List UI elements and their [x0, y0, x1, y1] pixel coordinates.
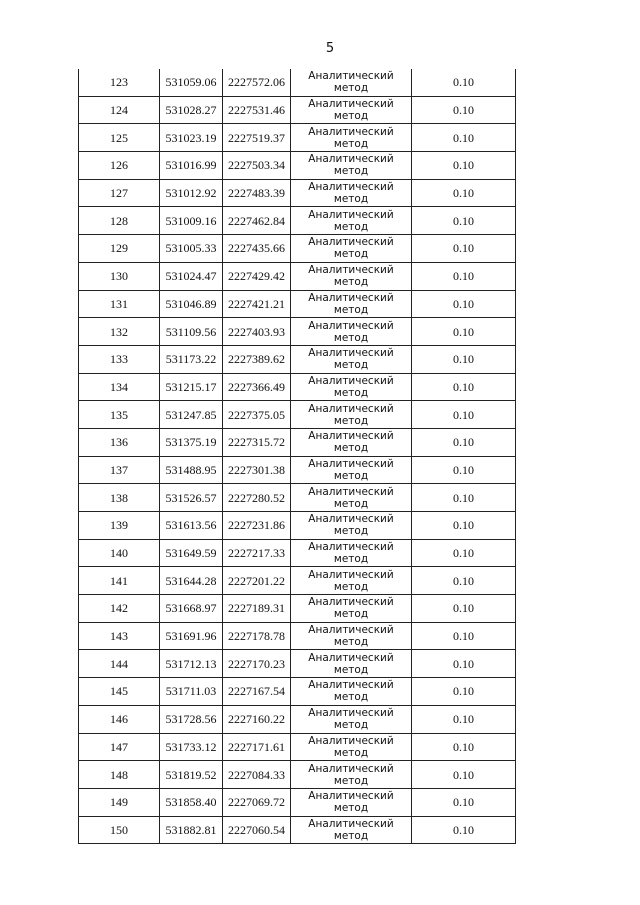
table-row — [79, 733, 516, 761]
point-number-cell: 136 — [79, 428, 160, 456]
method-line-1: Аналитический — [308, 264, 394, 277]
error-cell: 0.10 — [412, 235, 516, 263]
method-line-1: Аналитический — [308, 181, 394, 194]
y-coordinate-cell: 2227366.49 — [223, 373, 291, 401]
table-row — [79, 705, 516, 733]
error-cell: 0.10 — [412, 705, 516, 733]
table-row — [79, 512, 516, 540]
point-number-cell: 147 — [79, 733, 160, 761]
table-row — [79, 207, 516, 235]
method-line-2: метод — [333, 386, 369, 399]
x-coordinate-cell: 531023.19 — [160, 124, 223, 152]
x-coordinate-cell: 531649.59 — [160, 539, 223, 567]
y-coordinate-cell: 2227531.46 — [223, 96, 291, 124]
table-row — [79, 318, 516, 346]
error-cell: 0.10 — [412, 373, 516, 401]
x-coordinate-cell: 531247.85 — [160, 401, 223, 429]
x-coordinate-cell: 531858.40 — [160, 788, 223, 816]
y-coordinate-cell: 2227301.38 — [223, 456, 291, 484]
method-line-1: Аналитический — [308, 374, 394, 387]
point-number-cell: 126 — [79, 152, 160, 180]
table-row — [79, 235, 516, 263]
method-line-1: Аналитический — [308, 734, 394, 747]
method-line-2: метод — [333, 165, 369, 178]
method-line-2: метод — [333, 719, 369, 732]
method-line-1: Аналитический — [308, 153, 394, 166]
method-line-2: метод — [333, 276, 369, 289]
method-line-1: Аналитический — [308, 790, 394, 803]
table-row — [79, 152, 516, 180]
method-line-2: метод — [333, 331, 369, 344]
method-line-2: метод — [333, 359, 369, 372]
x-coordinate-cell: 531733.12 — [160, 733, 223, 761]
y-coordinate-cell: 2227167.54 — [223, 678, 291, 706]
error-cell: 0.10 — [412, 345, 516, 373]
method-cell — [291, 345, 412, 373]
table-row — [79, 595, 516, 623]
method-line-2: метод — [333, 774, 369, 787]
point-number-cell: 139 — [79, 512, 160, 540]
error-cell: 0.10 — [412, 179, 516, 207]
method-cell — [291, 124, 412, 152]
error-cell: 0.10 — [412, 124, 516, 152]
table-row — [79, 345, 516, 373]
point-number-cell: 123 — [79, 69, 160, 96]
method-line-1: Аналитический — [308, 651, 394, 664]
error-cell: 0.10 — [412, 761, 516, 789]
y-coordinate-cell: 2227160.22 — [223, 705, 291, 733]
point-number-cell: 149 — [79, 788, 160, 816]
x-coordinate-cell: 531691.96 — [160, 622, 223, 650]
method-cell — [291, 567, 412, 595]
method-line-2: метод — [333, 580, 369, 593]
x-coordinate-cell: 531009.16 — [160, 207, 223, 235]
table-row — [79, 96, 516, 124]
method-cell — [291, 96, 412, 124]
y-coordinate-cell: 2227315.72 — [223, 428, 291, 456]
point-number-cell: 137 — [79, 456, 160, 484]
point-number-cell: 127 — [79, 179, 160, 207]
method-line-1: Аналитический — [308, 125, 394, 138]
error-cell: 0.10 — [412, 678, 516, 706]
y-coordinate-cell: 2227231.86 — [223, 512, 291, 540]
x-coordinate-cell: 531024.47 — [160, 262, 223, 290]
table-row — [79, 650, 516, 678]
error-cell: 0.10 — [412, 401, 516, 429]
point-number-cell: 142 — [79, 595, 160, 623]
point-number-cell: 148 — [79, 761, 160, 789]
method-line-1: Аналитический — [308, 402, 394, 415]
y-coordinate-cell: 2227217.33 — [223, 539, 291, 567]
table-row — [79, 622, 516, 650]
method-cell — [291, 262, 412, 290]
error-cell: 0.10 — [412, 456, 516, 484]
y-coordinate-cell: 2227084.33 — [223, 761, 291, 789]
y-coordinate-cell: 2227171.61 — [223, 733, 291, 761]
point-number-cell: 129 — [79, 235, 160, 263]
method-cell — [291, 512, 412, 540]
method-line-1: Аналитический — [308, 457, 394, 470]
page-number: 5 — [325, 41, 335, 56]
method-line-1: Аналитический — [308, 347, 394, 360]
x-coordinate-cell: 531109.56 — [160, 318, 223, 346]
point-number-cell: 144 — [79, 650, 160, 678]
method-line-1: Аналитический — [308, 70, 394, 83]
error-cell: 0.10 — [412, 318, 516, 346]
y-coordinate-cell: 2227503.34 — [223, 152, 291, 180]
method-cell — [291, 678, 412, 706]
method-cell — [291, 539, 412, 567]
coordinates-table-body — [79, 69, 516, 844]
y-coordinate-cell: 2227060.54 — [223, 816, 291, 844]
point-number-cell: 128 — [79, 207, 160, 235]
method-line-2: метод — [333, 553, 369, 566]
table-row — [79, 539, 516, 567]
method-cell — [291, 733, 412, 761]
error-cell: 0.10 — [412, 650, 516, 678]
table-row — [79, 124, 516, 152]
table-row — [79, 428, 516, 456]
method-line-2: метод — [333, 608, 369, 621]
error-cell: 0.10 — [412, 567, 516, 595]
y-coordinate-cell: 2227189.31 — [223, 595, 291, 623]
point-number-cell: 141 — [79, 567, 160, 595]
point-number-cell: 131 — [79, 290, 160, 318]
x-coordinate-cell: 531173.22 — [160, 345, 223, 373]
y-coordinate-cell: 2227519.37 — [223, 124, 291, 152]
method-cell — [291, 788, 412, 816]
table-row — [79, 69, 516, 96]
method-line-2: метод — [333, 691, 369, 704]
coordinates-table — [78, 69, 516, 844]
method-cell — [291, 235, 412, 263]
y-coordinate-cell: 2227280.52 — [223, 484, 291, 512]
method-line-1: Аналитический — [308, 485, 394, 498]
x-coordinate-cell: 531215.17 — [160, 373, 223, 401]
method-line-2: метод — [333, 636, 369, 649]
method-cell — [291, 152, 412, 180]
table-row — [79, 678, 516, 706]
point-number-cell: 135 — [79, 401, 160, 429]
table-row — [79, 290, 516, 318]
point-number-cell: 140 — [79, 539, 160, 567]
method-line-2: метод — [333, 110, 369, 123]
point-number-cell: 138 — [79, 484, 160, 512]
error-cell: 0.10 — [412, 262, 516, 290]
error-cell: 0.10 — [412, 69, 516, 96]
x-coordinate-cell: 531046.89 — [160, 290, 223, 318]
method-line-2: метод — [333, 829, 369, 842]
table-row — [79, 373, 516, 401]
y-coordinate-cell: 2227201.22 — [223, 567, 291, 595]
point-number-cell: 125 — [79, 124, 160, 152]
x-coordinate-cell: 531728.56 — [160, 705, 223, 733]
point-number-cell: 132 — [79, 318, 160, 346]
point-number-cell: 130 — [79, 262, 160, 290]
method-line-2: метод — [333, 82, 369, 95]
error-cell: 0.10 — [412, 290, 516, 318]
y-coordinate-cell: 2227178.78 — [223, 622, 291, 650]
method-line-2: метод — [333, 248, 369, 261]
x-coordinate-cell: 531668.97 — [160, 595, 223, 623]
method-line-1: Аналитический — [308, 624, 394, 637]
x-coordinate-cell: 531005.33 — [160, 235, 223, 263]
table-row — [79, 484, 516, 512]
x-coordinate-cell: 531712.13 — [160, 650, 223, 678]
point-number-cell: 143 — [79, 622, 160, 650]
table-row — [79, 816, 516, 844]
method-cell — [291, 373, 412, 401]
point-number-cell: 150 — [79, 816, 160, 844]
method-line-1: Аналитический — [308, 707, 394, 720]
table-row — [79, 456, 516, 484]
method-line-2: метод — [333, 303, 369, 316]
method-line-1: Аналитический — [308, 236, 394, 249]
method-cell — [291, 816, 412, 844]
y-coordinate-cell: 2227403.93 — [223, 318, 291, 346]
error-cell: 0.10 — [412, 816, 516, 844]
table-row — [79, 567, 516, 595]
method-cell — [291, 69, 412, 96]
method-line-1: Аналитический — [308, 762, 394, 775]
method-line-2: метод — [333, 746, 369, 759]
point-number-cell: 134 — [79, 373, 160, 401]
method-cell — [291, 622, 412, 650]
method-line-2: метод — [333, 193, 369, 206]
method-cell — [291, 318, 412, 346]
y-coordinate-cell: 2227421.21 — [223, 290, 291, 318]
method-cell — [291, 456, 412, 484]
error-cell: 0.10 — [412, 428, 516, 456]
method-line-2: метод — [333, 525, 369, 538]
method-cell — [291, 595, 412, 623]
method-cell — [291, 290, 412, 318]
point-number-cell: 133 — [79, 345, 160, 373]
method-line-1: Аналитический — [308, 541, 394, 554]
error-cell: 0.10 — [412, 96, 516, 124]
method-line-1: Аналитический — [308, 596, 394, 609]
method-line-2: метод — [333, 220, 369, 233]
method-cell — [291, 401, 412, 429]
method-line-2: метод — [333, 442, 369, 455]
method-cell — [291, 484, 412, 512]
method-line-1: Аналитический — [308, 679, 394, 692]
error-cell: 0.10 — [412, 539, 516, 567]
method-line-1: Аналитический — [308, 430, 394, 443]
y-coordinate-cell: 2227572.06 — [223, 69, 291, 96]
table-row — [79, 401, 516, 429]
x-coordinate-cell: 531016.99 — [160, 152, 223, 180]
y-coordinate-cell: 2227170.23 — [223, 650, 291, 678]
table-row — [79, 761, 516, 789]
y-coordinate-cell: 2227069.72 — [223, 788, 291, 816]
method-line-1: Аналитический — [308, 513, 394, 526]
y-coordinate-cell: 2227375.05 — [223, 401, 291, 429]
point-number-cell: 124 — [79, 96, 160, 124]
method-cell — [291, 428, 412, 456]
x-coordinate-cell: 531059.06 — [160, 69, 223, 96]
table-row — [79, 262, 516, 290]
x-coordinate-cell: 531711.03 — [160, 678, 223, 706]
y-coordinate-cell: 2227462.84 — [223, 207, 291, 235]
x-coordinate-cell: 531613.56 — [160, 512, 223, 540]
error-cell: 0.10 — [412, 207, 516, 235]
method-line-2: метод — [333, 802, 369, 815]
x-coordinate-cell: 531882.81 — [160, 816, 223, 844]
y-coordinate-cell: 2227389.62 — [223, 345, 291, 373]
method-cell — [291, 650, 412, 678]
x-coordinate-cell: 531819.52 — [160, 761, 223, 789]
method-cell — [291, 705, 412, 733]
error-cell: 0.10 — [412, 152, 516, 180]
error-cell: 0.10 — [412, 484, 516, 512]
method-line-1: Аналитический — [308, 817, 394, 830]
x-coordinate-cell: 531012.92 — [160, 179, 223, 207]
x-coordinate-cell: 531526.57 — [160, 484, 223, 512]
x-coordinate-cell: 531488.95 — [160, 456, 223, 484]
table-row — [79, 788, 516, 816]
error-cell: 0.10 — [412, 733, 516, 761]
y-coordinate-cell: 2227483.39 — [223, 179, 291, 207]
method-line-2: метод — [333, 414, 369, 427]
method-line-1: Аналитический — [308, 98, 394, 111]
method-line-2: метод — [333, 469, 369, 482]
method-cell — [291, 179, 412, 207]
method-cell — [291, 761, 412, 789]
x-coordinate-cell: 531028.27 — [160, 96, 223, 124]
method-line-1: Аналитический — [308, 291, 394, 304]
method-line-1: Аналитический — [308, 319, 394, 332]
y-coordinate-cell: 2227435.66 — [223, 235, 291, 263]
method-line-1: Аналитический — [308, 208, 394, 221]
method-line-1: Аналитический — [308, 568, 394, 581]
method-cell — [291, 207, 412, 235]
error-cell: 0.10 — [412, 512, 516, 540]
error-cell: 0.10 — [412, 788, 516, 816]
method-line-2: метод — [333, 663, 369, 676]
method-line-2: метод — [333, 497, 369, 510]
point-number-cell: 145 — [79, 678, 160, 706]
x-coordinate-cell: 531644.28 — [160, 567, 223, 595]
point-number-cell: 146 — [79, 705, 160, 733]
x-coordinate-cell: 531375.19 — [160, 428, 223, 456]
y-coordinate-cell: 2227429.42 — [223, 262, 291, 290]
method-line-2: метод — [333, 137, 369, 150]
error-cell: 0.10 — [412, 595, 516, 623]
error-cell: 0.10 — [412, 622, 516, 650]
table-row — [79, 179, 516, 207]
